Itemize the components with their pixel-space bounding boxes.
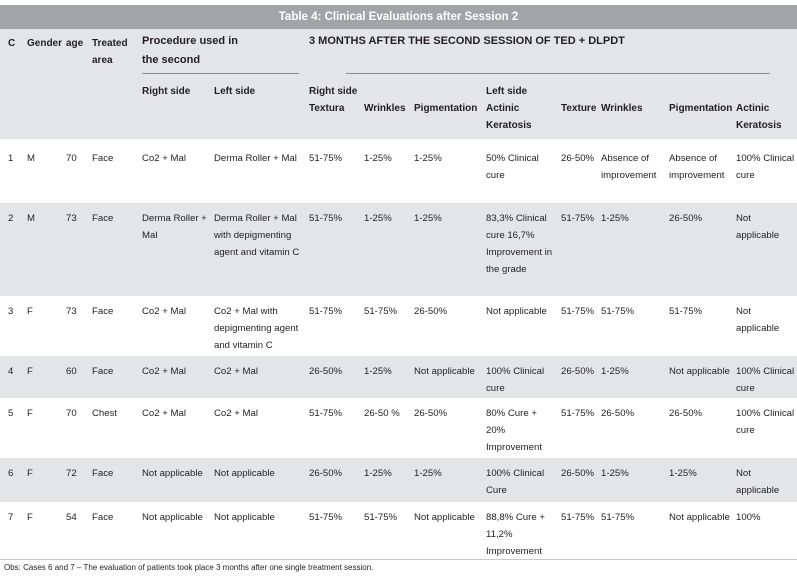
cell-area: Face	[92, 366, 114, 377]
cell-r-pigment: 26-50%	[414, 408, 448, 419]
cell-l-texture: 26-50%	[561, 153, 595, 164]
cell-r-wrinkles: 1-25%	[364, 213, 392, 224]
cell-l-wrinkles: 1-25%	[601, 468, 629, 479]
header-left-wrinkles: Wrinkles	[601, 103, 643, 114]
cell-r-ak: 88,8% Cure + 11,2% Improvement	[486, 512, 545, 557]
cell-r-wrinkles: 26-50 %	[364, 408, 400, 419]
cell-proc-right: Co2 + Mal	[142, 408, 186, 419]
cell-l-ak: 100%	[736, 512, 761, 523]
cell-r-wrinkles: 1-25%	[364, 153, 392, 164]
cell-r-texture: 26-50%	[309, 366, 343, 377]
cell-proc-right: Co2 + Mal	[142, 153, 186, 164]
cell-gender: M	[27, 213, 35, 224]
cell-l-wrinkles: 51-75%	[601, 512, 635, 523]
cell-c: 3	[8, 306, 14, 317]
header-left-pigmentation: Pigmentation	[669, 103, 733, 114]
cell-l-texture: 51-75%	[561, 408, 595, 419]
cell-c: 6	[8, 468, 14, 479]
cell-r-ak: 100% Clinical cure	[486, 366, 545, 394]
cell-r-texture: 51-75%	[309, 213, 343, 224]
cell-area: Face	[92, 306, 114, 317]
cell-l-pigment: 1-25%	[669, 468, 697, 479]
cell-gender: F	[27, 408, 33, 419]
cell-gender: F	[27, 512, 33, 523]
header-left-actinic-keratosis: Actinic Keratosis	[736, 103, 782, 131]
header-c: C	[8, 38, 16, 49]
cell-proc-right: Not applicable	[142, 512, 203, 523]
cell-area: Chest	[92, 408, 118, 419]
cell-l-texture: 51-75%	[561, 512, 595, 523]
header-right-texture: Textura	[309, 103, 345, 114]
header-gender: Gender	[27, 38, 63, 49]
cell-l-pigment: 26-50%	[669, 408, 703, 419]
cell-age: 73	[66, 213, 77, 224]
table-bottom-rule	[0, 559, 797, 560]
cell-l-ak: Not applicable	[736, 213, 780, 241]
cell-r-ak: 50% Clinical cure	[486, 153, 539, 181]
cell-r-pigment: 1-25%	[414, 153, 442, 164]
cell-proc-left: Not applicable	[214, 468, 275, 479]
cell-r-ak: 80% Cure + 20% Improvement	[486, 408, 542, 453]
cell-proc-left: Co2 + Mal with depigmenting agent and vitamin C	[214, 306, 299, 351]
cell-area: Face	[92, 468, 114, 479]
cell-age: 60	[66, 366, 77, 377]
header-proc-left-side: Left side	[214, 86, 256, 97]
cell-l-pigment: 51-75%	[669, 306, 703, 317]
header-rule-procedure	[142, 73, 299, 74]
cell-age: 72	[66, 468, 77, 479]
cell-r-texture: 51-75%	[309, 306, 343, 317]
cell-l-pigment: Not applicable	[669, 512, 730, 523]
cell-r-ak: 100% Clinical Cure	[486, 468, 545, 496]
cell-proc-left: Derma Roller + Mal	[214, 153, 297, 164]
cell-l-wrinkles: 26-50%	[601, 408, 635, 419]
cell-l-ak: Not applicable	[736, 306, 780, 334]
cell-r-pigment: 1-25%	[414, 468, 442, 479]
cell-l-texture: 51-75%	[561, 213, 595, 224]
header-eval-left-side: Left side	[486, 86, 528, 97]
cell-proc-left: Co2 + Mal	[214, 408, 258, 419]
header-right-pigmentation: Pigmentation	[414, 103, 478, 114]
cell-area: Face	[92, 512, 114, 523]
cell-r-wrinkles: 1-25%	[364, 366, 392, 377]
table-title: Table 4: Clinical Evaluations after Session 2	[0, 5, 797, 29]
cell-r-texture: 26-50%	[309, 468, 343, 479]
cell-r-texture: 51-75%	[309, 512, 343, 523]
cell-l-ak: 100% Clinical cure	[736, 153, 795, 181]
cell-r-ak: Not applicable	[486, 306, 547, 317]
cell-r-ak: 83,3% Clinical cure 16,7% Improvement in the grade	[486, 213, 553, 275]
cell-l-ak: Not applicable	[736, 468, 780, 496]
cell-r-texture: 51-75%	[309, 153, 343, 164]
header-eval-right-side: Right side	[309, 86, 358, 97]
table-footnote: Obs: Cases 6 and 7 – The evaluation of patients took place 3 months after one single treatment session.	[4, 563, 374, 572]
header-age: age	[66, 38, 84, 49]
cell-l-pigment: 26-50%	[669, 213, 703, 224]
cell-l-ak: 100% Clinical cure	[736, 366, 795, 394]
cell-l-texture: 26-50%	[561, 468, 595, 479]
cell-r-wrinkles: 51-75%	[364, 512, 398, 523]
cell-r-texture: 51-75%	[309, 408, 343, 419]
cell-gender: F	[27, 366, 33, 377]
cell-l-wrinkles: 1-25%	[601, 213, 629, 224]
cell-gender: M	[27, 153, 35, 164]
cell-age: 54	[66, 512, 77, 523]
cell-gender: F	[27, 306, 33, 317]
cell-l-wrinkles: 51-75%	[601, 306, 635, 317]
header-right-wrinkles: Wrinkles	[364, 103, 406, 114]
cell-r-pigment: 26-50%	[414, 306, 448, 317]
cell-c: 2	[8, 213, 14, 224]
cell-age: 70	[66, 153, 77, 164]
cell-c: 5	[8, 408, 14, 419]
cell-r-pigment: Not applicable	[414, 512, 475, 523]
cell-r-pigment: 1-25%	[414, 213, 442, 224]
cell-proc-left: Derma Roller + Mal with depigmenting agent and vitamin C	[214, 213, 300, 258]
header-rule-months	[346, 73, 770, 74]
cell-c: 7	[8, 512, 14, 523]
cell-l-wrinkles: Absence of improvement	[601, 153, 657, 181]
cell-area: Face	[92, 153, 114, 164]
cell-area: Face	[92, 213, 114, 224]
cell-l-wrinkles: 1-25%	[601, 366, 629, 377]
cell-proc-right: Derma Roller + Mal	[142, 213, 207, 241]
header-procedure: Procedure used in the second	[142, 35, 238, 66]
cell-l-texture: 26-50%	[561, 366, 595, 377]
cell-r-wrinkles: 1-25%	[364, 468, 392, 479]
header-proc-right-side: Right side	[142, 86, 191, 97]
cell-age: 73	[66, 306, 77, 317]
cell-c: 1	[8, 153, 14, 164]
cell-l-ak: 100% Clinical cure	[736, 408, 795, 436]
cell-l-texture: 51-75%	[561, 306, 595, 317]
cell-proc-left: Not applicable	[214, 512, 275, 523]
header-months-title: 3 MONTHS AFTER THE SECOND SESSION OF TED + DLPDT	[309, 35, 625, 47]
cell-proc-left: Co2 + Mal	[214, 366, 258, 377]
cell-proc-right: Not applicable	[142, 468, 203, 479]
cell-r-pigment: Not applicable	[414, 366, 475, 377]
header-treated-area: Treated area	[92, 38, 128, 66]
header-right-actinic-keratosis: Actinic Keratosis	[486, 103, 532, 131]
cell-proc-right: Co2 + Mal	[142, 306, 186, 317]
cell-age: 70	[66, 408, 77, 419]
cell-r-wrinkles: 51-75%	[364, 306, 398, 317]
cell-gender: F	[27, 468, 33, 479]
cell-l-pigment: Absence of improvement	[669, 153, 725, 181]
cell-proc-right: Co2 + Mal	[142, 366, 186, 377]
header-left-texture: Texture	[561, 103, 597, 114]
cell-c: 4	[8, 366, 14, 377]
cell-l-pigment: Not applicable	[669, 366, 730, 377]
